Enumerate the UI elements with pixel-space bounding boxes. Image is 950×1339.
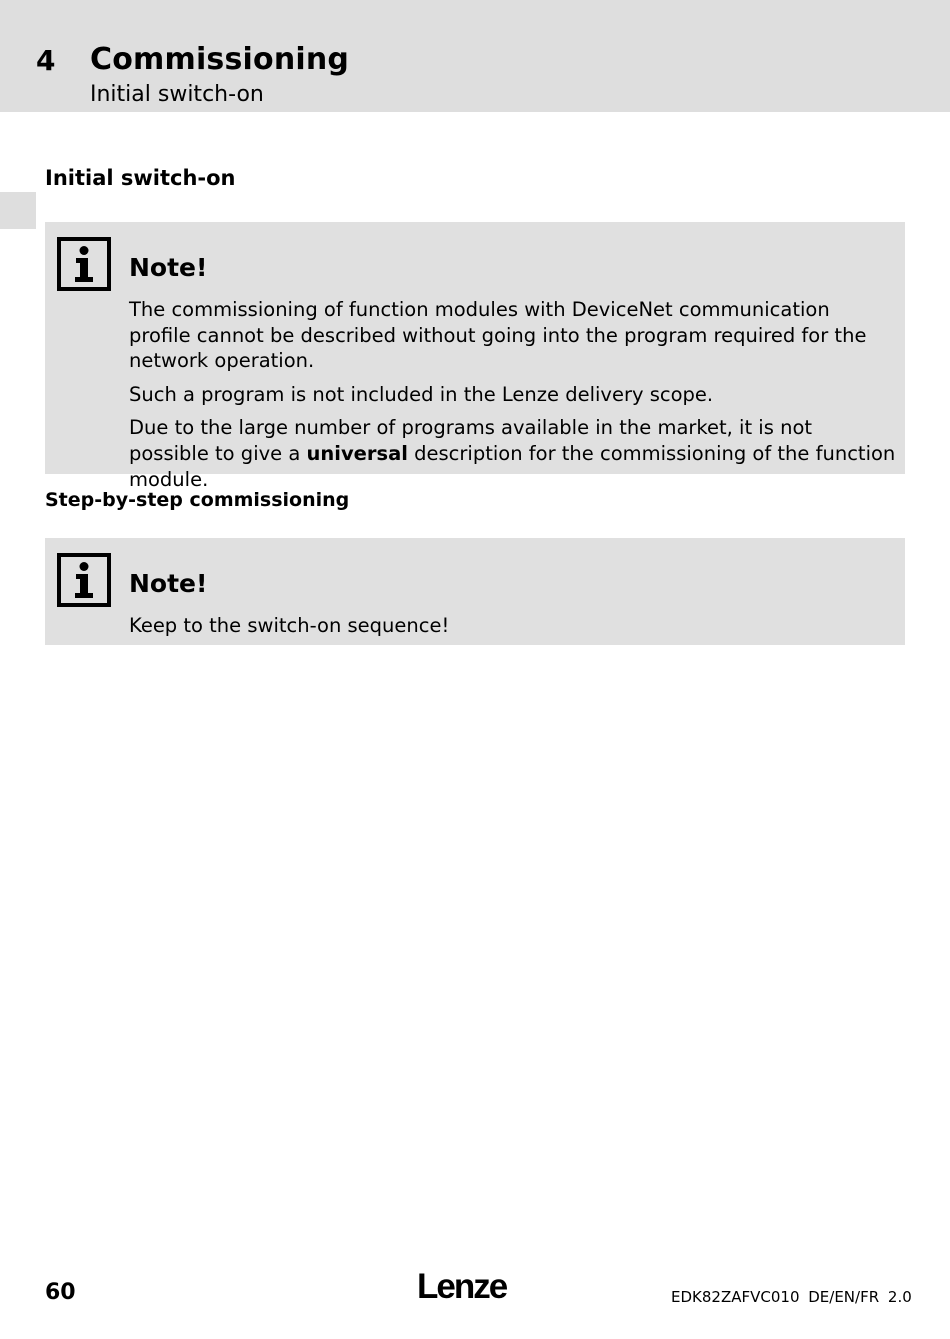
note-body xyxy=(129,613,897,647)
info-icon xyxy=(57,553,111,607)
info-icon xyxy=(57,237,111,291)
section-heading: Initial switch-on xyxy=(45,166,236,190)
chapter-subtitle: Initial switch-on xyxy=(90,82,264,107)
note-title: Note! xyxy=(129,253,208,282)
note-text: description for the commissioning of the function module. xyxy=(129,441,896,491)
chapter-header xyxy=(0,0,950,112)
page-number: 60 xyxy=(45,1280,76,1305)
note-paragraph: Such a program is not included in the Lenze delivery scope. xyxy=(129,382,714,406)
note-box xyxy=(45,538,905,645)
note-title: Note! xyxy=(129,569,208,598)
note-paragraph: Keep to the switch-on sequence! xyxy=(129,614,450,637)
note-body xyxy=(129,297,897,500)
document-code: EDK82ZAFVC010 DE/EN/FR 2.0 xyxy=(671,1288,912,1306)
chapter-number: 4 xyxy=(36,44,56,77)
note-paragraph: The commissioning of function modules with DeviceNet communication profile cannot be described without going into the program required for the network operation. xyxy=(129,298,867,373)
lenze-logo: Lenze xyxy=(417,1267,507,1306)
subsection-heading: Step-by-step commissioning xyxy=(45,489,350,511)
note-box xyxy=(45,222,905,491)
side-thumb-tab xyxy=(0,192,36,229)
note-emphasis: universal xyxy=(306,441,408,465)
chapter-title: Commissioning xyxy=(90,42,350,77)
note-paragraph xyxy=(129,415,897,492)
note-text: Due to the large number of programs available in the market, it is not possible to give a xyxy=(129,416,813,465)
